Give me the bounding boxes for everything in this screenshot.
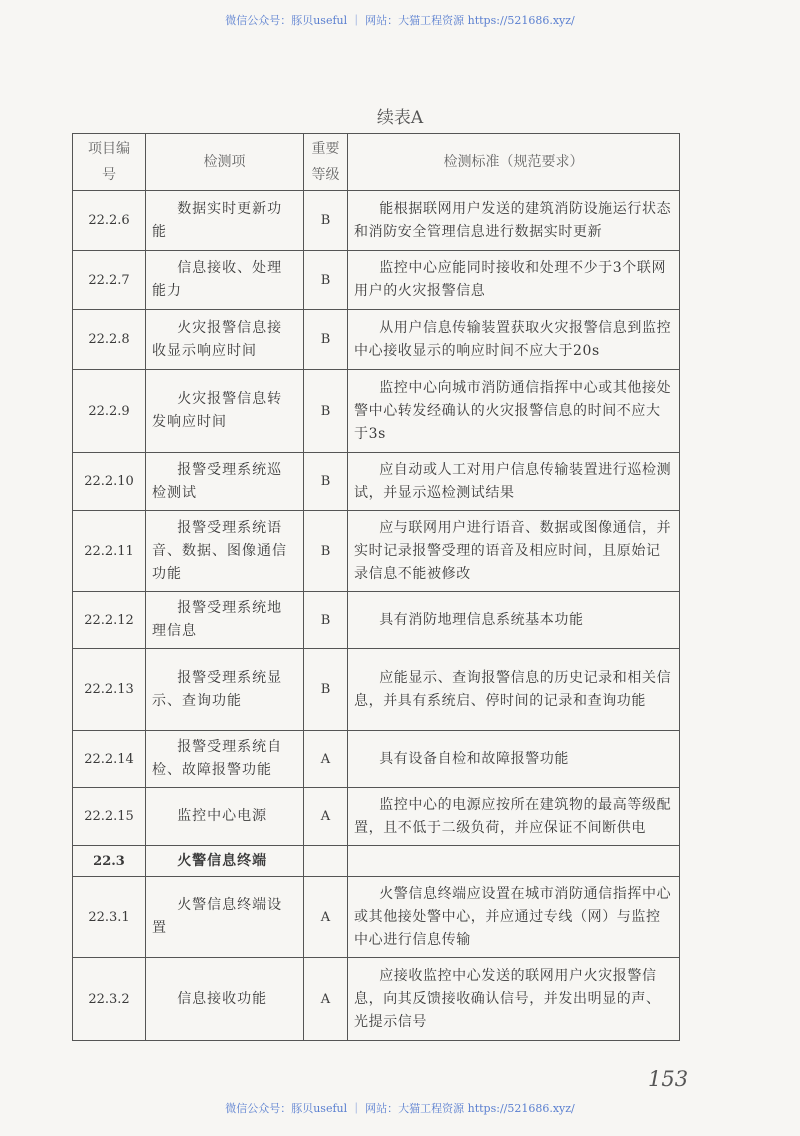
item-number: 22.2.7	[73, 251, 146, 310]
standard-text: 火警信息终端应设置在城市消防通信指挥中心或其他接处警中心，并应通过专线（网）与监控中心进行信息传输	[348, 877, 680, 958]
item-number: 22.2.15	[73, 788, 146, 846]
importance-level: A	[304, 958, 348, 1041]
item-number: 22.2.11	[73, 511, 146, 592]
header-importance-level: 重要等级	[304, 134, 348, 191]
standard-text: 具有设备自检和故障报警功能	[348, 731, 680, 788]
importance-level: B	[304, 453, 348, 511]
inspection-item: 信息接收、处理能力	[146, 251, 304, 310]
table-row	[73, 310, 680, 370]
importance-level: A	[304, 788, 348, 846]
table-row	[73, 191, 680, 251]
inspection-item: 监控中心电源	[146, 788, 304, 846]
item-number: 22.3.2	[73, 958, 146, 1041]
inspection-item: 信息接收功能	[146, 958, 304, 1041]
table-row	[73, 649, 680, 731]
table-row	[73, 453, 680, 511]
standard-text: 监控中心向城市消防通信指挥中心或其他接处警中心转发经确认的火灾报警信息的时间不应大于3s	[348, 370, 680, 453]
header-standard: 检测标准（规范要求）	[348, 134, 680, 191]
standard-text: 监控中心的电源应按所在建筑物的最高等级配置，且不低于二级负荷，并应保证不间断供电	[348, 788, 680, 846]
item-number: 22.2.9	[73, 370, 146, 453]
importance-level: B	[304, 310, 348, 370]
standard-text: 应自动或人工对用户信息传输装置进行巡检测试，并显示巡检测试结果	[348, 453, 680, 511]
importance-level: B	[304, 191, 348, 251]
inspection-table	[72, 133, 680, 1041]
inspection-item: 火灾报警信息接收显示响应时间	[146, 310, 304, 370]
importance-level: A	[304, 877, 348, 958]
inspection-item: 报警受理系统自检、故障报警功能	[146, 731, 304, 788]
inspection-item: 数据实时更新功能	[146, 191, 304, 251]
inspection-item: 报警受理系统语音、数据、图像通信功能	[146, 511, 304, 592]
inspection-item: 报警受理系统巡检测试	[146, 453, 304, 511]
table-row	[73, 877, 680, 958]
header-inspection-item: 检测项	[146, 134, 304, 191]
standard-text	[348, 846, 680, 877]
table-row	[73, 592, 680, 649]
inspection-item: 火警信息终端	[146, 846, 304, 877]
table-header-row	[73, 134, 680, 191]
table-row	[73, 958, 680, 1041]
standard-text: 监控中心应能同时接收和处理不少于3个联网用户的火灾报警信息	[348, 251, 680, 310]
standard-text: 从用户信息传输装置获取火灾报警信息到监控中心接收显示的响应时间不应大于20s	[348, 310, 680, 370]
importance-level: B	[304, 251, 348, 310]
table-row	[73, 370, 680, 453]
inspection-item: 报警受理系统显示、查询功能	[146, 649, 304, 731]
item-number: 22.2.14	[73, 731, 146, 788]
standard-text: 应能显示、查询报警信息的历史记录和相关信息，并具有系统启、停时间的记录和查询功能	[348, 649, 680, 731]
table-row	[73, 846, 680, 877]
standard-text: 具有消防地理信息系统基本功能	[348, 592, 680, 649]
header-item-number: 项目编号	[73, 134, 146, 191]
standard-text: 应与联网用户进行语音、数据或图像通信，并实时记录报警受理的语音及相应时间，且原始记录信息不能被修改	[348, 511, 680, 592]
item-number: 22.2.8	[73, 310, 146, 370]
table-row	[73, 731, 680, 788]
page-number: 153	[648, 1067, 689, 1091]
table-title: 续表A	[376, 108, 424, 128]
item-number: 22.2.6	[73, 191, 146, 251]
item-number: 22.2.10	[73, 453, 146, 511]
standard-text: 能根据联网用户发送的建筑消防设施运行状态和消防安全管理信息进行数据实时更新	[348, 191, 680, 251]
item-number: 22.3.1	[73, 877, 146, 958]
importance-level: B	[304, 592, 348, 649]
importance-level: B	[304, 370, 348, 453]
inspection-item: 报警受理系统地理信息	[146, 592, 304, 649]
importance-level: B	[304, 511, 348, 592]
importance-level: B	[304, 649, 348, 731]
table-row	[73, 511, 680, 592]
table-row	[73, 251, 680, 310]
table-row	[73, 788, 680, 846]
item-number: 22.2.12	[73, 592, 146, 649]
importance-level: A	[304, 731, 348, 788]
watermark-top: 微信公众号：豚贝useful ｜ 网站：大猫工程资源 https://521686.xyz/	[225, 14, 575, 27]
item-number: 22.3	[73, 846, 146, 877]
inspection-item: 火灾报警信息转发响应时间	[146, 370, 304, 453]
standard-text: 应接收监控中心发送的联网用户火灾报警信息，向其反馈接收确认信号，并发出明显的声、光提示信号	[348, 958, 680, 1041]
inspection-item: 火警信息终端设置	[146, 877, 304, 958]
importance-level	[304, 846, 348, 877]
watermark-bottom: 微信公众号：豚贝useful ｜ 网站：大猫工程资源 https://521686.xyz/	[225, 1102, 575, 1115]
item-number: 22.2.13	[73, 649, 146, 731]
